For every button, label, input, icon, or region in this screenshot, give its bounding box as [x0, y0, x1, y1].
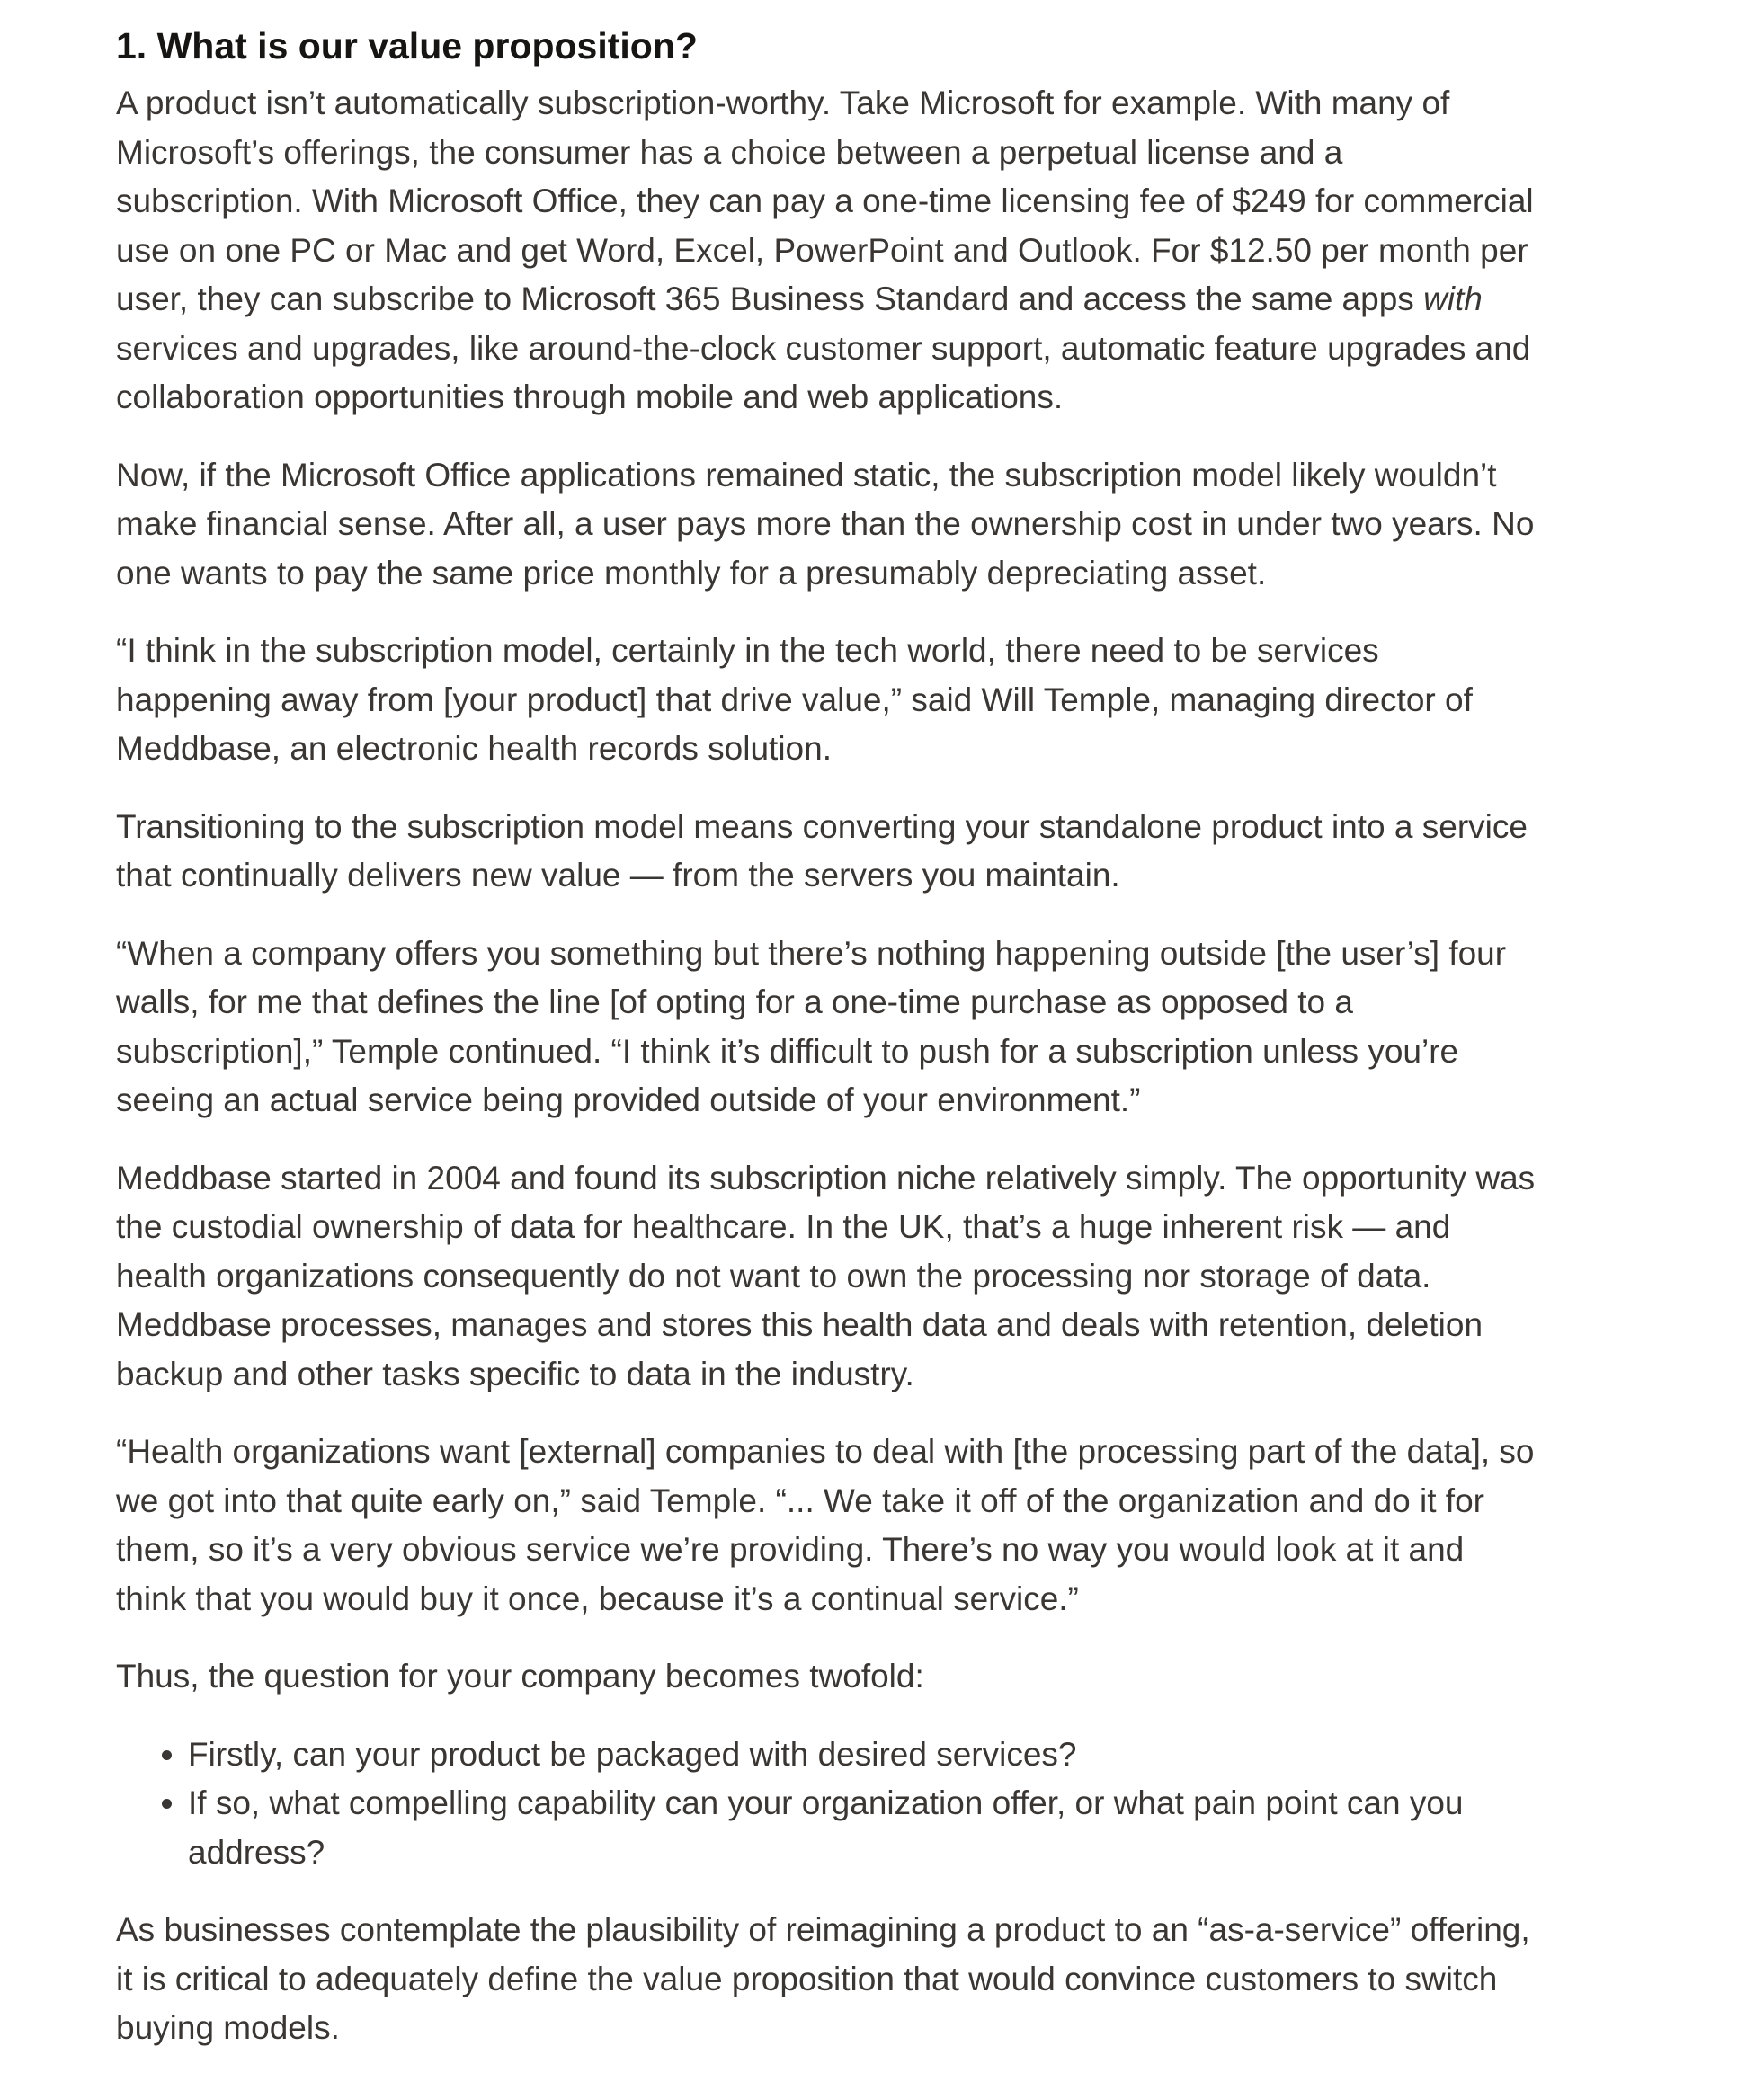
list-item: • If so, what compelling capability can your organization offer, or what pain point can you address?: [188, 1779, 1537, 1877]
paragraph-microsoft-text-a: A product isn’t automatically subscription-worthy. Take Microsoft for example. With many of Microsoft’s offerings, the consumer has a choice between a perpetual license and a subscription. With Microsoft Office, they can pay a one-time licensing fee of $249 for commercial use on one PC or Mac and get Word, Excel, PowerPoint and Outlook. For $12.50 per month per user, they can subscribe to Microsoft 365 Business Standard and access the same apps: [116, 85, 1534, 317]
paragraph-twofold-question: Thus, the question for your company becomes twofold:: [116, 1658, 924, 1695]
paragraph-conclusion: As businesses contemplate the plausibility of reimagining a product to an “as-a-service” offering, it is critical to adequately define the value proposition that would convince customers to switch buying models.: [116, 1911, 1530, 2046]
paragraph-microsoft-example: [116, 79, 1537, 423]
question-list: [116, 1731, 1537, 1878]
paragraph-temple-quote-3: “Health organizations want [external] companies to deal with [the processing part of the data], so we got into that quite early on,” said Temple. “... We take it off of the organization and do it for them, so it’s a very obvious service we’re providing. There’s no way you would look at it and think that you would buy it once, because it’s a continual service.”: [116, 1433, 1535, 1617]
list-item: • Firstly, can your product be packaged with desired services?: [188, 1731, 1537, 1780]
paragraph-static-apps: Now, if the Microsoft Office applications remained static, the subscription model likely wouldn’t make financial sense. After all, a user pays more than the ownership cost in under two years. No one wants to pay the same price monthly for a presumably depreciating asset.: [116, 456, 1535, 592]
paragraph-microsoft-text-b: services and upgrades, like around-the-clock customer support, automatic feature upgrades and collaboration opportunities through mobile and web applications.: [116, 329, 1531, 415]
emphasis-with: with: [1423, 280, 1483, 317]
paragraph-temple-quote-1: “I think in the subscription model, certainly in the tech world, there need to be services happening away from [your product] that drive value,” said Will Temple, managing director of Meddbase, an electronic health records solution.: [116, 632, 1473, 767]
paragraph-meddbase-history: Meddbase started in 2004 and found its subscription niche relatively simply. The opportunity was the custodial ownership of data for healthcare. In the UK, that’s a huge inherent risk — and health organizations consequently do not want to own the processing nor storage of data. Meddbase processes, manages and stores this health data and deals with retention, deletion backup and other tasks specific to data in the industry.: [116, 1159, 1536, 1392]
article-body: [116, 20, 1537, 2082]
paragraph-temple-quote-2: “When a company offers you something but there’s nothing happening outside [the user’s] four walls, for me that defines the line [of opting for a one-time purchase as opposed to a subscription],” Temple continued. “I think it’s difficult to push for a subscription unless you’re seeing an actual service being provided outside of your environment.”: [116, 934, 1507, 1118]
section-heading: 1. What is our value proposition?: [116, 25, 698, 67]
paragraph-transition: Transitioning to the subscription model means converting your standalone product into a service that continually delivers new value — from the servers you maintain.: [116, 807, 1528, 894]
